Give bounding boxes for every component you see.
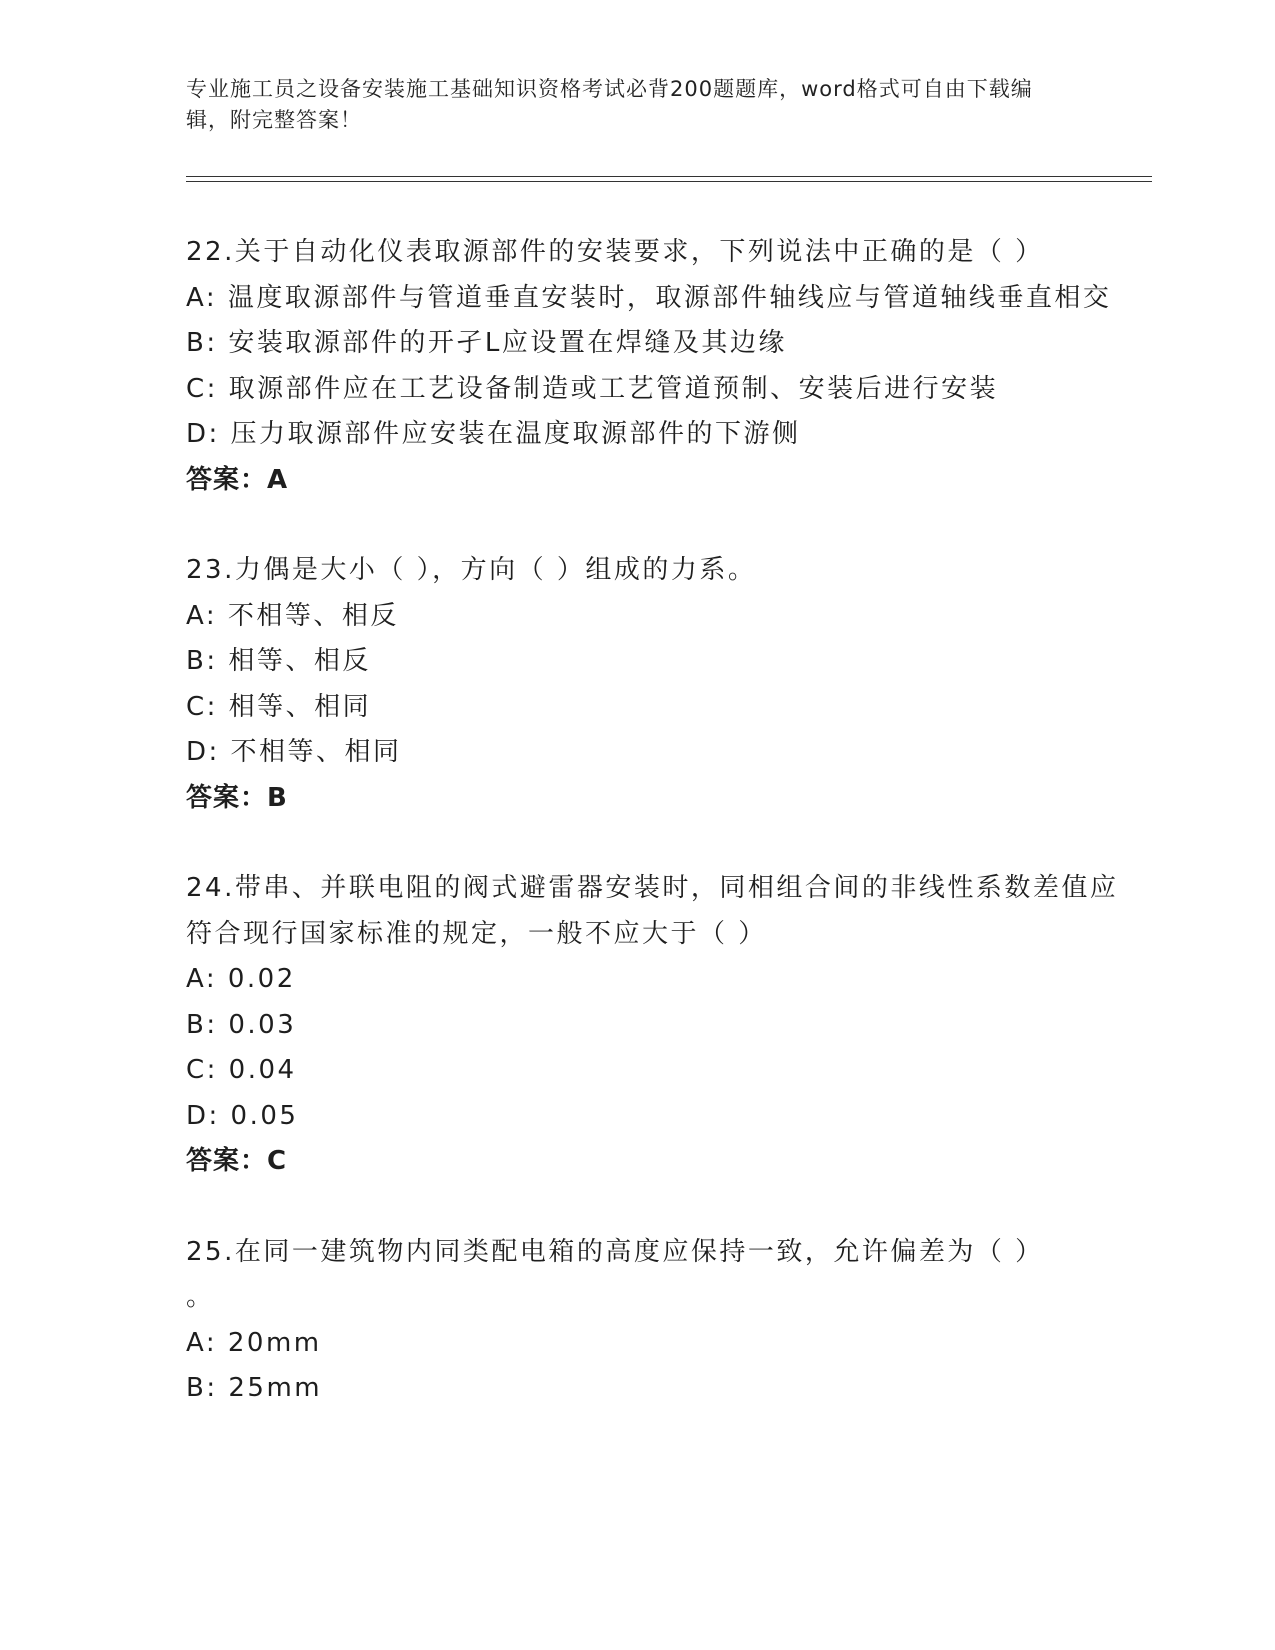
question-stem: 24.带串、并联电阻的阀式避雷器安装时，同相组合间的非线性系数差值应符合现行国家标准的规定，一般不应大于（ ） xyxy=(186,873,1119,949)
option-d: D: 不相等、相同 xyxy=(186,737,402,767)
answer-text: 答案：C xyxy=(186,1146,288,1176)
answer-text: 答案：B xyxy=(186,782,288,813)
header-rule-top xyxy=(186,176,1152,177)
question-stem: 23.力偶是大小（ ），方向（ ）组成的力系。 xyxy=(186,555,757,585)
question-gap xyxy=(186,1185,1146,1230)
question-stem: 25.在同一建筑物内同类配电箱的高度应保持一致，允许偏差为（ ） xyxy=(186,1236,1044,1267)
option-c: C: 相等、相同 xyxy=(186,691,372,722)
option-a: A: 不相等、相反 xyxy=(186,600,399,631)
question-gap xyxy=(186,503,1146,548)
answer-text: 答案：A xyxy=(186,464,289,495)
question-25 xyxy=(186,1230,1146,1412)
question-gap xyxy=(186,821,1146,866)
document-header: 专业施工员之设备安装施工基础知识资格考试必背200题题库，word格式可自由下载编辑，附完整答案！ xyxy=(186,77,1033,132)
option-a: A: 温度取源部件与管道垂直安装时，取源部件轴线应与管道轴线垂直相交 xyxy=(186,282,1112,313)
question-list xyxy=(186,230,1146,1412)
option-b: B: 安装取源部件的开孑L应设置在焊缝及其边缘 xyxy=(186,328,787,358)
question-22 xyxy=(186,230,1146,503)
option-b: B: 相等、相反 xyxy=(186,646,371,676)
option-d: D: 0.05 xyxy=(186,1100,299,1131)
header-rule-bottom xyxy=(186,181,1152,182)
question-24 xyxy=(186,866,1146,1185)
option-a: A: 20mm xyxy=(186,1327,322,1358)
option-a: A: 0.02 xyxy=(186,964,296,994)
option-d: D: 压力取源部件应安装在温度取源部件的下游侧 xyxy=(186,419,801,449)
question-stem: 22.关于自动化仪表取源部件的安装要求，下列说法中正确的是（ ） xyxy=(186,237,1044,267)
option-c: C: 取源部件应在工艺设备制造或工艺管道预制、安装后进行安装 xyxy=(186,373,999,404)
question-stem-tail: 。 xyxy=(186,1282,215,1312)
option-b: B: 25mm xyxy=(186,1373,323,1403)
option-b: B: 0.03 xyxy=(186,1009,297,1040)
question-23 xyxy=(186,548,1146,821)
option-c: C: 0.04 xyxy=(186,1055,297,1085)
